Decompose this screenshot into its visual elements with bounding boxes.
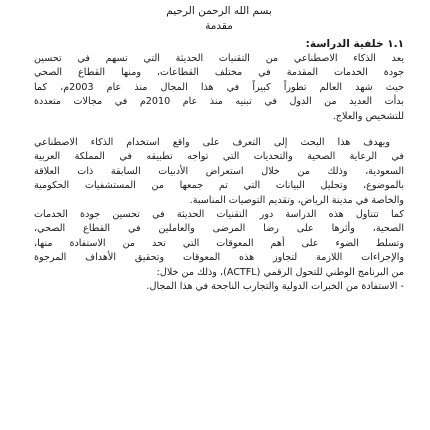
paragraph-line: من البرنامج الوطني للتحول الرقمي (ACTFL)، وذلك من خلال: xyxy=(156,266,404,278)
paragraph-line: جودة الخدمات المقدمة في مختلف القطاعات، ومنها القطاع الصحي xyxy=(34,67,404,79)
subsection-title: خلفية الدراسة: xyxy=(305,38,384,50)
paragraph-1 xyxy=(34,52,404,124)
subsection-number: ١.١ xyxy=(387,38,404,50)
paragraph-line: يعد الذكاء الاصطناعي من التقنيات الحديثة التي تسهم في تحسين xyxy=(34,53,404,64)
paragraph-2 xyxy=(34,136,404,208)
paragraph-line: السعودية، وذلك من خلال استعراض الأدبيات السابقة ذات العلاقة xyxy=(34,165,404,177)
paragraph-line: وتسلط الضوء على أهم المعوقات التي تحد من الاستفادة منها، xyxy=(34,237,404,249)
document-header xyxy=(34,4,404,34)
paragraph-line: بالموضوع، وتحليل البيانات التي تم جمعها من المستشفيات الحكومية xyxy=(34,180,404,192)
paragraph-line: ويهدف هذا البحث إلى التعرف على واقع استخدام الذكاء الاصطناعي xyxy=(34,137,390,149)
paragraph-line: والخاصة في مدينة الرياض، وتقديم التوصيات المناسبة. xyxy=(189,194,404,206)
paragraph-3 xyxy=(34,208,404,294)
paragraph-line: بدأت العديد من الدول في تبنيه منذ عام 2010م في مجالات متعددة xyxy=(34,96,404,108)
paragraph-line: والإجراءات اللازمة لتجاوز هذه المعوقات وتحقيق الأهداف المرجوة xyxy=(34,252,404,264)
paragraph-line: للتشخيص والعلاج. xyxy=(332,110,404,122)
subsection-heading xyxy=(34,37,404,52)
section-title: مقدمة xyxy=(205,20,233,32)
paragraph-line: حيث شهد العالم تطوراً كبيراً في هذا المجال منذ عام 2003م، كما xyxy=(34,81,404,93)
bullet-line: - الاستفادة من الخبرات الدولية والتجارب الناجحة في هذا المجال. xyxy=(146,281,404,293)
paragraph-line: في الرعاية الصحية والتحديات التي تواجه تطبيقه في المملكة العربية xyxy=(34,151,404,163)
paragraph-line: كما تتناول هذه الدراسة دور التقنيات الحديثة في تحسين جودة الخدمات xyxy=(34,209,404,221)
paragraph-line: الصحية، وأثرها على رضا المرضى والعاملين في القطاع الصحي، xyxy=(34,223,404,235)
bismillah-text: بسم الله الرحمن الرحيم xyxy=(166,5,272,17)
